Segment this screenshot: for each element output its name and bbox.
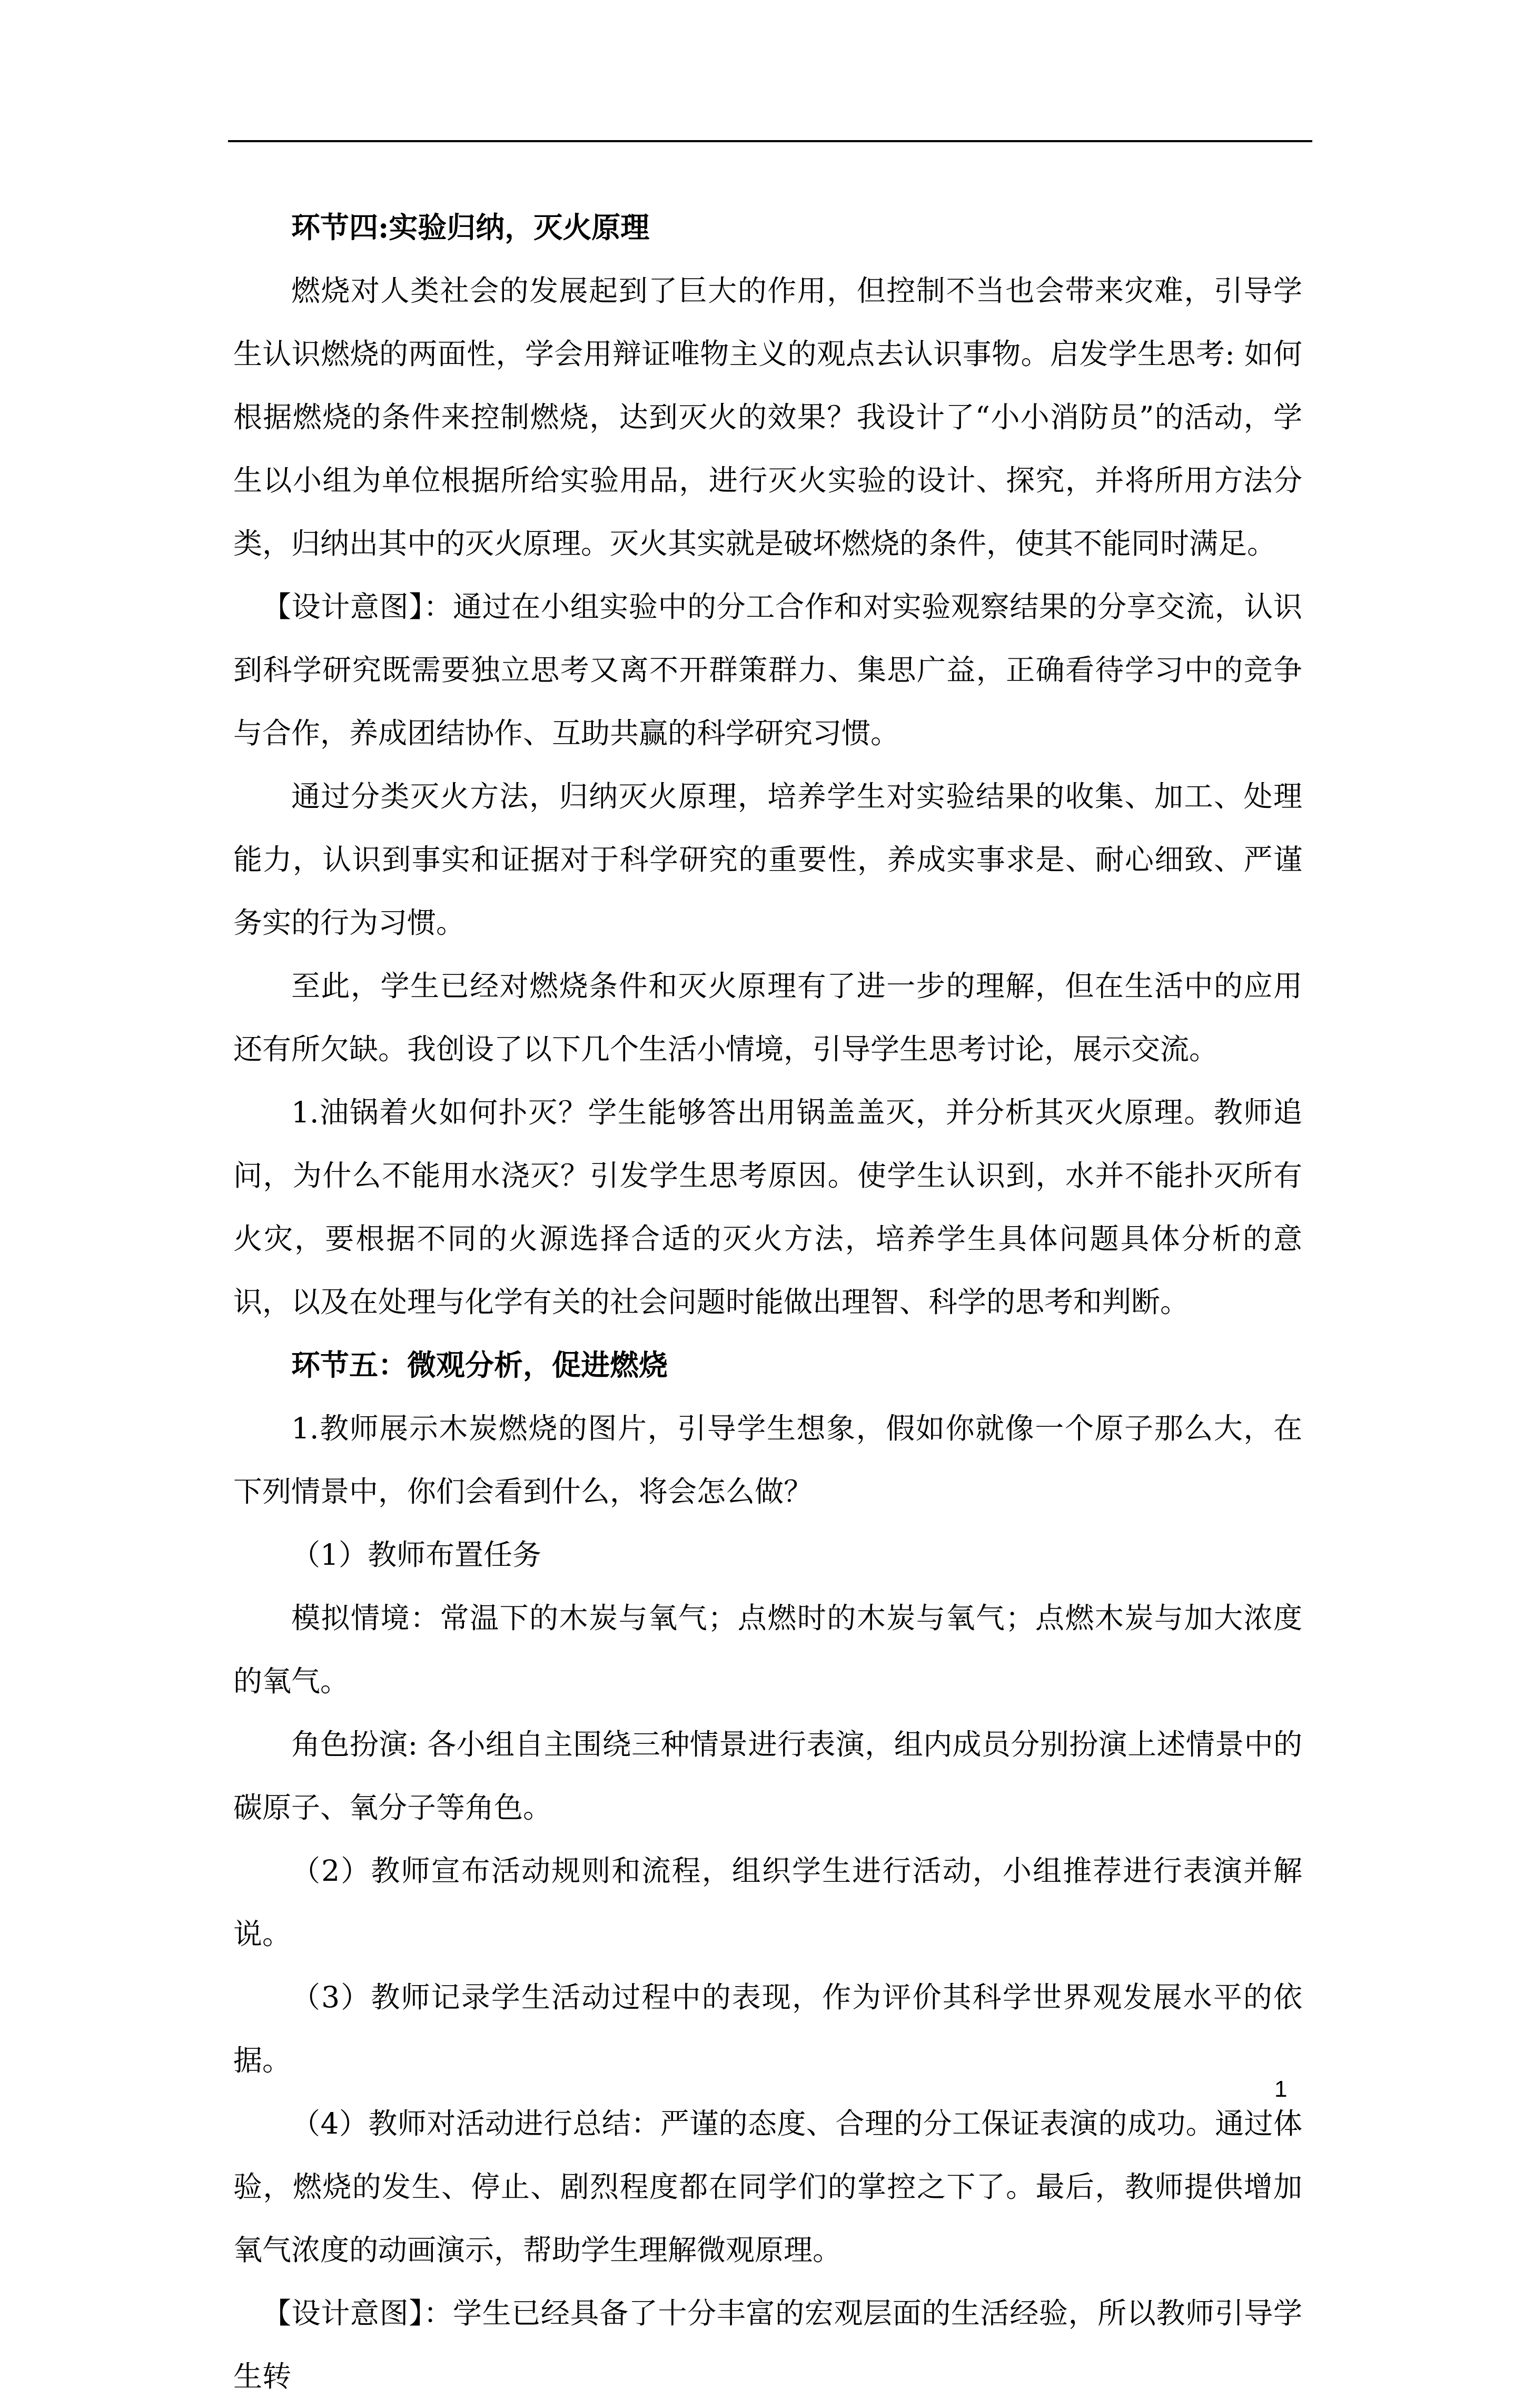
- paragraph-role-play: 角色扮演: 各小组自主围绕三种情景进行表演，组内成员分别扮演上述情景中的碳原子、氧分子等角色。: [233, 1728, 1302, 1824]
- list-item-1: （1）教师布置任务: [291, 1538, 541, 1572]
- header-rule: [228, 140, 1312, 142]
- section-heading-4: 环节四:实验归纳，灭火原理: [291, 210, 650, 244]
- paragraph-charcoal-image: 1.教师展示木炭燃烧的图片，引导学生想象，假如你就像一个原子那么大，在下列情景中，你们会看到什么，将会怎么做？: [233, 1412, 1302, 1508]
- paragraph-combustion-intro: 燃烧对人类社会的发展起到了巨大的作用，但控制不当也会带来灾难，引导学生认识燃烧的两面性，学会用辩证唯物主义的观点去认识事物。启发学生思考: 如何根据燃烧的条件来控制燃烧，达到灭火的效果？我设计了“小小消防员”的活动，学生以小组为单位根据所给实验用品，进行灭火实验的设计、探究，并将所用方法分类，归纳出其中的灭火原理。灭火其实就是破坏燃烧的条件，使其不能同时满足。: [233, 274, 1302, 560]
- paragraph-oil-pan-fire: 1.油锅着火如何扑灭？学生能够答出用锅盖盖灭，并分析其灭火原理。教师追问，为什么不能用水浇灭？引发学生思考原因。使学生认识到，水并不能扑灭所有火灾，要根据不同的火源选择合适的灭火方法，培养学生具体问题具体分析的意识，以及在处理与化学有关的社会问题时能做出理智、科学的思考和判断。: [233, 1096, 1302, 1319]
- paragraph-classification: 通过分类灭火方法，归纳灭火原理，培养学生对实验结果的收集、加工、处理能力，认识到事实和证据对于科学研究的重要性，养成实事求是、耐心细致、严谨务实的行为习惯。: [233, 779, 1302, 940]
- document-body: [233, 196, 1302, 2408]
- list-item-4: （4）教师对活动进行总结：严谨的态度、合理的分工保证表演的成功。通过体验，燃烧的发生、停止、剧烈程度都在同学们的掌控之下了。最后，教师提供增加氧气浓度的动画演示，帮助学生理解微观原理。: [233, 2107, 1302, 2267]
- list-item-3: （3）教师记录学生活动过程中的表现，作为评价其科学世界观发展水平的依据。: [233, 1980, 1302, 2077]
- list-item-2: （2）教师宣布活动规则和流程，组织学生进行活动，小组推荐进行表演并解说。: [233, 1854, 1302, 1951]
- paragraph-simulated-scenario: 模拟情境：常温下的木炭与氧气；点燃时的木炭与氧气；点燃木炭与加大浓度的氧气。: [233, 1601, 1302, 1698]
- design-intent-paragraph-2: 【设计意图】：学生已经具备了十分丰富的宏观层面的生活经验，所以教师引导学生转: [233, 2296, 1302, 2393]
- page-number: 1: [1274, 2076, 1288, 2102]
- section-heading-5: 环节五：微观分析，促进燃烧: [291, 1348, 668, 1382]
- paragraph-transition: 至此，学生已经对燃烧条件和灭火原理有了进一步的理解，但在生活中的应用还有所欠缺。我创设了以下几个生活小情境，引导学生思考讨论，展示交流。: [233, 969, 1302, 1066]
- design-intent-paragraph-1: 【设计意图】：通过在小组实验中的分工合作和对实验观察结果的分享交流，认识到科学研究既需要独立思考又离不开群策群力、集思广益，正确看待学习中的竞争与合作，养成团结协作、互助共赢的科学研究习惯。: [233, 590, 1302, 750]
